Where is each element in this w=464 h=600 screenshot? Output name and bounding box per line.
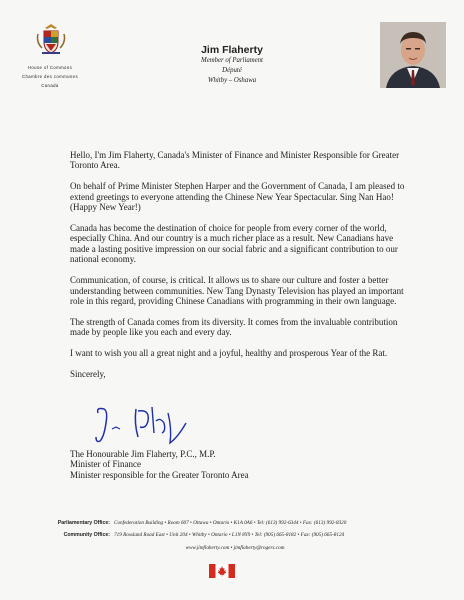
community-office-address: 719 Rossland Road East • Unit 204 • Whitby • Ontario • L1N 8Y9 • Tel: (905) 665-8182 • Fax: (905) 665-8124	[114, 532, 345, 538]
paragraph-greetings-extended: On behalf of Prime Minister Stephen Harper and the Government of Canada, I am pleased to extend greetings to everyone attending the Chinese New Year Spectacular. Sing Nan Hao! (Happy New Year!)	[70, 181, 405, 213]
web-and-email: www.jimflaherty.com • jimflaherty@rogers.com	[185, 545, 285, 551]
salutation-sincerely: Sincerely,	[70, 369, 106, 380]
closing-role-finance: Minister of Finance	[70, 459, 141, 470]
closing-role-gta: Minister responsible for the Greater Toronto Area	[70, 469, 249, 480]
canada-flag-icon	[209, 564, 235, 578]
paragraph-communication: Communication, of course, is critical. It allows us to share our culture and foster a better understanding between communities. New Tang Dynasty Television has played an important role in this regard, providing Chinese Canadians with programming in their own language.	[70, 275, 404, 306]
mp-title-fr: Député	[222, 67, 242, 74]
house-of-commons-label	[14, 63, 86, 90]
letter-footer	[30, 520, 440, 551]
paragraph-destination: Canada has become the destination of choice for people from every corner of the world, especially China. And our country is a much richer place as a result. New Canadians have made a lasting positive impression on our social fabric and a significant contribution to our national economy.	[70, 223, 398, 265]
house-line-fr: Chambre des communes	[21, 74, 78, 79]
house-line-country: Canada	[41, 83, 59, 88]
letter-body	[70, 150, 410, 390]
house-of-commons-crest-icon	[34, 22, 68, 56]
community-office-label: Community Office:	[63, 532, 110, 538]
paragraph-wishes: I want to wish you all a great night and a joyful, healthy and prosperous Year of the Rat.	[70, 348, 388, 359]
mp-name: Jim Flaherty	[201, 44, 263, 56]
parliamentary-office-row	[30, 520, 440, 532]
closing-name: The Honourable Jim Flaherty, P.C., M.P.	[70, 449, 216, 459]
parliamentary-office-label: Parliamentary Office:	[57, 520, 110, 526]
community-office-row	[30, 532, 440, 544]
mp-info	[150, 44, 314, 86]
paragraph-diversity: The strength of Canada comes from its diversity. It comes from the invaluable contribution made by people like you each and every day.	[70, 316, 398, 338]
mp-title-en: Member of Parliament	[201, 57, 263, 64]
portrait-photo	[380, 22, 446, 88]
mp-riding: Whitby – Oshawa	[207, 77, 257, 84]
closing-block	[70, 449, 370, 480]
handwritten-signature	[94, 403, 194, 449]
parliamentary-office-address: Confederation Building • Room 607 • Ottawa • Ontario • K1A 0A6 • Tel: (613) 992-6344 • Fax: (613) 992-8320	[114, 520, 347, 526]
paragraph-greeting: Hello, I'm Jim Flaherty, Canada's Minister of Finance and Minister Responsible for Greater Toronto Area.	[70, 150, 400, 171]
house-line-en: House of Commons	[27, 65, 73, 70]
